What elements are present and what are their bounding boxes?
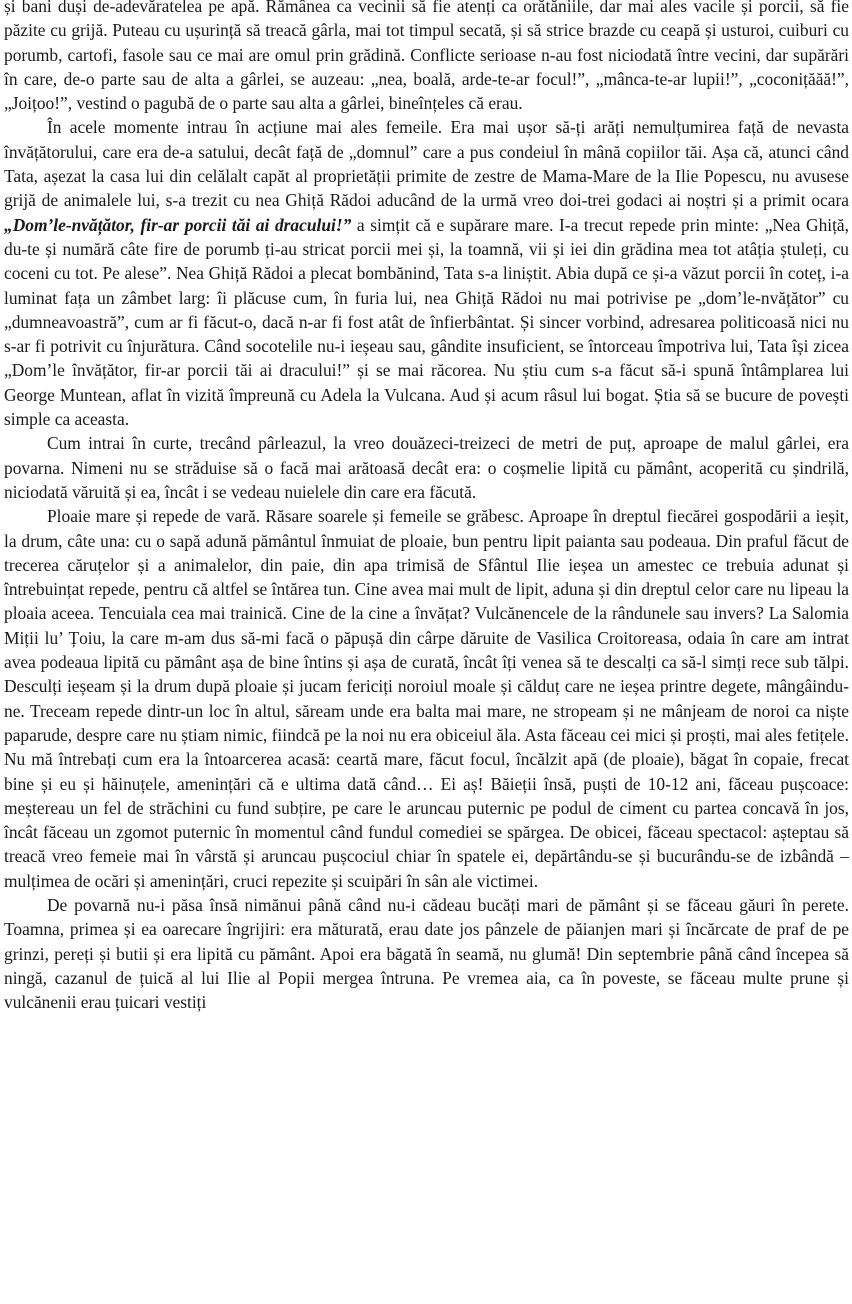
paragraph-text: Ploaie mare și repede de vară. Răsare soarele și femeile se grăbesc. Aproape în dreptul fiecărei gospodării a ieșit, la drum, câte una: cu o sapă adună pământul înmuiat de ploaie, bun pentru lipit paianta sau podeaua. Din praful făcut de trecerea căruțelor și a animalelor, din paie, din apa trimisă de Sfântul Ilie ieșea un amestec ce trebuia adunat și întrebuințat repede, pentru că altfel se întărea tun. Cine avea mai mult de lipit, aduna și din dreptul celor care nu lipeau la ploaia aceea. Tencuiala cea mai trainică. Cine de la cine a învățat? Vulcănencele de la rândunele sau invers? La Salomia Miții lu’ Țoiu, la care m-am dus să-mi facă o păpușă din cârpe dăruite de Vasilica Croitoreasa, odaia în care am intrat avea podeaua lipită cu pământ așa de bine întins și așa de curată, încât îți venea să te descalți ca să-l simți rece sub tălpi. Desculți ieșeam și la drum după ploaie și jucam fericiți noroiul moale și călduț care ne ieșea printre degete, mângâindu-ne. Treceam repede dintr-un loc în altul, săream unde era balta mai mare, ne stropeam și ne mânjeam de noroi ca niște paparude, despre care nu știam nimic, fiindcă pe la noi nu era obiceiul ăla. Asta făceau cei mici și proști, mai ales fetițele. Nu mă întrebați cum era la întoarcerea acasă: ceartă mare, făcut focul, încălzit apă (de ploaie), băgat în copaie, frecat bine și eu și hăinuțele, amenințări că e ultima dată când… Ei aș! Băieții însă, puști de 10-12 ani, făceau pușcoace: meștereau un fel de străchini cu fund subțire, pe care le aruncau puternic pe podul de ciment cu partea concavă în jos, încât făceau un zgomot puternic în momentul când fundul comediei se spărgea. De obicei, făceau spectacol: așteptau să treacă vreo femeie mai în vârstă și aruncau pușcociul chiar în spatele ei, depărtându-se și bucurându-se de izbândă – mulțimea de ocări și amenințări, cruci repezite și scuipări în sân ale victimei.: [4, 506, 849, 891]
quoted-curse-emphasis: „Dom’le-nvățător, fir-ar porcii tăi ai dracului!”: [4, 214, 352, 235]
paragraph-1: [4, 0, 849, 115]
paragraph-text: De povarnă nu-i păsa însă nimănui până când nu-i cădeau bucăți mari de pământ și se făceau găuri în perete. Toamna, primea și ea oarecare îngrijiri: era măturată, erau date jos pânzele de păianjen mari și încărcate de praf de pe grinzi, pereți și butii și era lipită cu pământ. Apoi era băgată în seamă, nu glumă! Din septembrie până când începea să ningă, cazanul de țuică al lui Ilie al Popii mergea întruna. Pe vremea aia, ca în poveste, se făceau multe prune și vulcănenii erau țuicari vestiți: [4, 894, 849, 1013]
paragraph-text: Cum intrai în curte, trecând pârleazul, la vreo douăzeci-treizeci de metri de puț, aproape de malul gârlei, era povarna. Nimeni nu se străduise să o facă mai arătoasă decât era: o coșmelie lipită cu pământ, acoperită cu șindrilă, niciodată văruită și ea, încât i se vedeau nuielele din care era făcută.: [4, 433, 849, 502]
paragraph-5: [4, 893, 849, 1014]
paragraph-3: [4, 431, 849, 504]
paragraph-text: a simțit că e supărare mare. I-a trecut repede prin minte: „Nea Ghiță, du-te și numără câte fire de porumb ți-au stricat porcii mei și, la toamnă, vii și iei din grădina mea tot atâția ștuleți, cu coceni cu tot. Pe alese”. Nea Ghiță Rădoi a plecat bombănind, Tata s-a liniștit. Abia după ce și-a văzut porcii în coteț, i-a luminat fața un zâmbet larg: îi plăcuse cum, în furia lui, nea Ghiță Rădoi nu mai potrivise pe „dom’le-nvățător” cu „dumneavoastră”, cum ar fi făcut-o, dacă n-ar fi fost atât de înfierbântat. Și sincer vorbind, adresarea politicoasă nici nu s-ar fi potrivit cu înjurătura. Când socotelile nu-i ieșeau sau, gândite insuficient, se întorceau împotriva lui, Tata își zicea „Dom’le învățător, fir-ar porcii tăi ai dracului!” și se mai răcorea. Nu știu cum s-a făcut să-i spună întâmplarea lui George Muntean, aflat în vizită împreună cu Adela la Vulcana. Aud și acum râsul lui bogat. Știa să se bucure de povești simple ca aceasta.: [4, 214, 849, 430]
paragraph-4: [4, 504, 849, 893]
paragraph-text: și bani duși de-adevăratelea pe apă. Rămânea ca vecinii să fie atenți ca orătăniile, dar mai ales vacile și porcii, să fie păzite cu grijă. Puteau cu ușurință să treacă gârla, mai tot timpul secată, și să strice brazde cu ceapă și usturoi, cuiburi cu porumb, cartofi, fasole sau ce mai are omul prin grădină. Conflicte serioase n-au fost niciodată între vecini, dar supărări în care, de-o parte sau de alta a gârlei, se auzeau: „nea, boală, arde-te-ar focul!”, „mânca-te-ar lupii!”, „coconițăăă!”, „Joițoo!”, vestind o pagubă de o parte sau alta a gârlei, bineînțeles că erau.: [4, 0, 849, 114]
paragraph-2: [4, 115, 849, 431]
paragraph-text: În acele momente intrau în acțiune mai ales femeile. Era mai ușor să-ți arăți nemulțumirea față de nevasta învățătorului, care era de-a satului, decât față de „domnul” care a pus condeiul în mână copiilor tăi. Așa că, atunci când Tata, așezat la casa lui din celălalt capăt al proprietății primite de zestre de Mama-Mare de la Ilie Popescu, nu avusese grijă de animalele lui, s-a trezit cu nea Ghiță Rădoi aducând de la urmă vreo doi-trei godaci ai noștri și a primit ocara: [4, 117, 849, 211]
